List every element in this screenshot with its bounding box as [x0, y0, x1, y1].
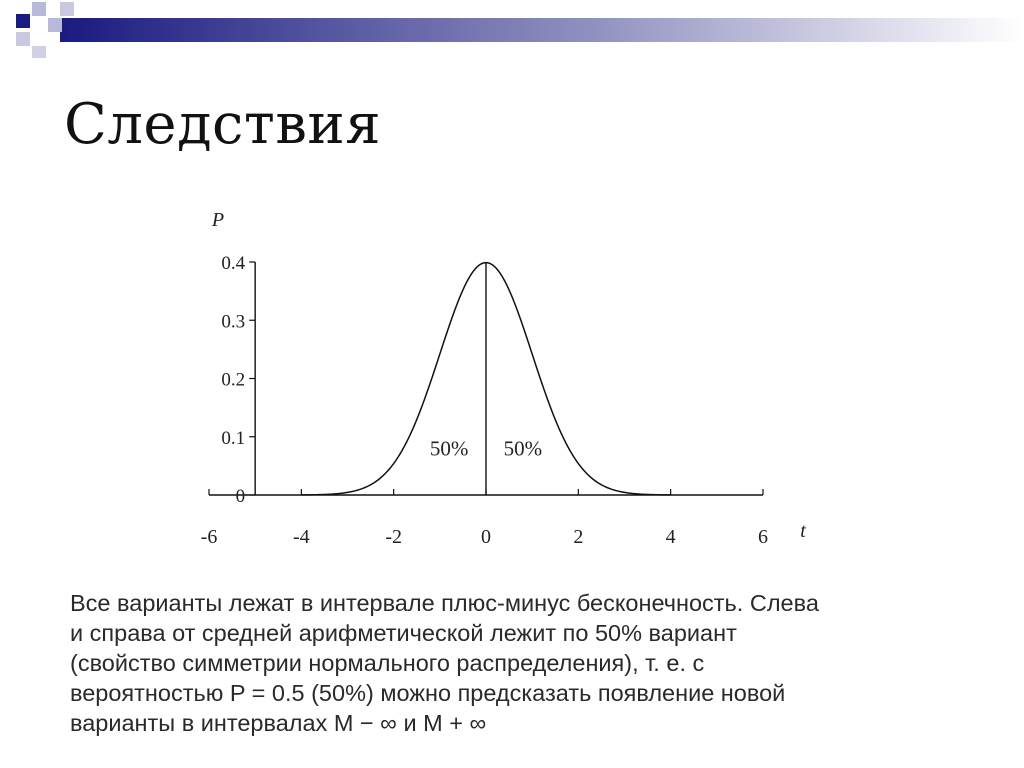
y-tick-label: 0: [235, 486, 246, 507]
x-tick-label: 0: [481, 526, 491, 548]
body-text-line: вероятностью P = 0.5 (50%) можно предсказать появление новой: [70, 680, 786, 706]
y-tick-label: 0.4: [221, 253, 246, 274]
y-axis-label: P: [211, 209, 225, 231]
slide-title: Следствия: [64, 92, 382, 157]
x-axis-label: t: [800, 520, 806, 542]
x-tick-label: 6: [758, 526, 768, 548]
body-text-line: Все варианты лежат в интервале плюс-минус бесконечность. Слева: [70, 590, 819, 616]
body-text-line: (свойство симметрии нормального распределения), т. е. с: [70, 650, 705, 676]
percent-label: 50%: [503, 436, 543, 461]
x-tick-label: -2: [385, 526, 403, 548]
x-tick-label: -4: [292, 526, 310, 548]
x-tick-label: 2: [573, 526, 584, 548]
body-text-line: и справа от средней арифметической лежит по 50% вариант: [70, 620, 737, 646]
x-tick-label: -6: [200, 526, 218, 548]
percent-label: 50%: [429, 436, 469, 461]
y-tick-label: 0.3: [221, 311, 246, 333]
y-tick-label: 0.2: [221, 369, 246, 391]
body-text-line: варианты в интервалах M − ∞ и M + ∞: [70, 710, 487, 736]
slide-body-text: [70, 588, 970, 738]
x-tick-label: 4: [665, 526, 676, 548]
y-tick-label: 0.1: [221, 427, 246, 449]
